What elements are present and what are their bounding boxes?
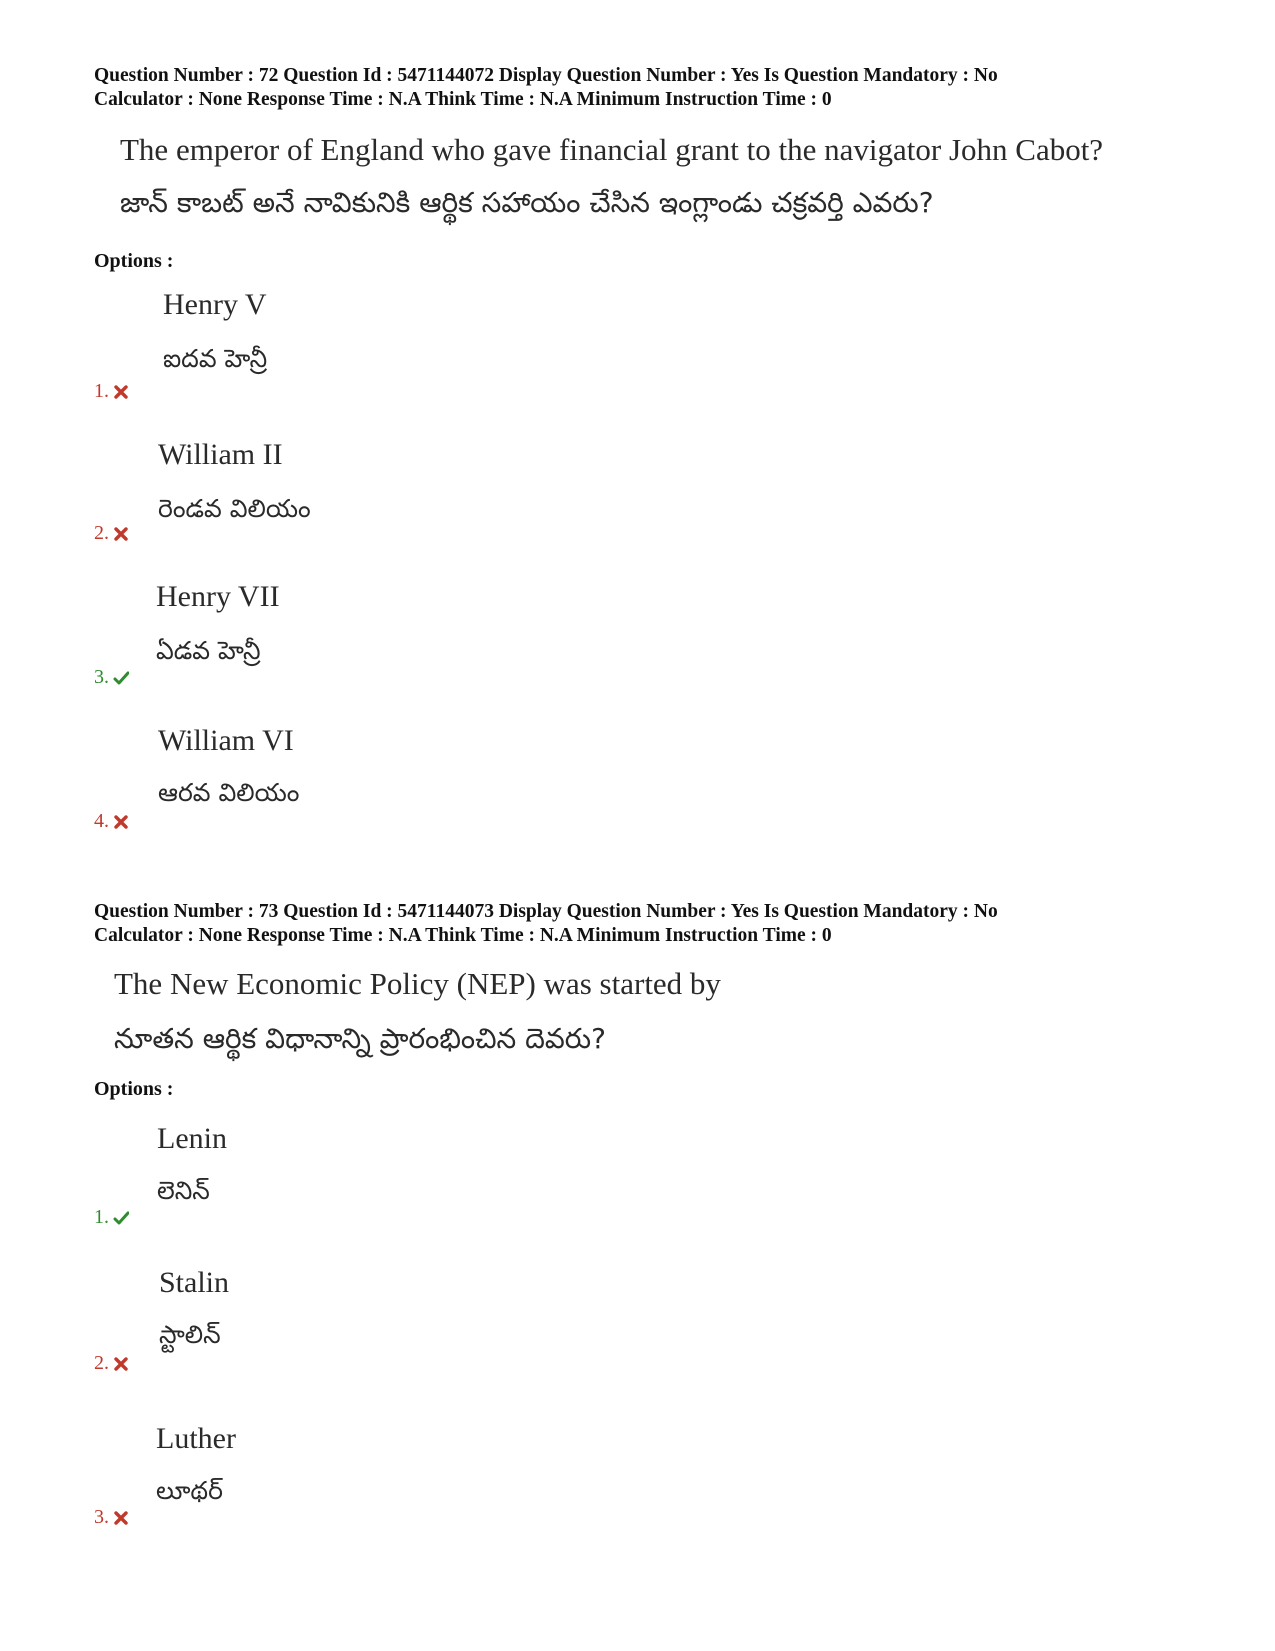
question-text-en: The New Economic Policy (NEP) was started by bbox=[114, 966, 721, 1001]
option-text-te: స్టాలిన్ bbox=[159, 1320, 221, 1349]
options-label: Options : bbox=[94, 1078, 174, 1100]
question-text-en: The emperor of England who gave financial grant to the navigator John Cabot? bbox=[120, 132, 1104, 167]
option-text-en: Luther bbox=[156, 1422, 236, 1455]
options-label: Options : bbox=[94, 250, 174, 272]
option-text-te: ఆరవ విలియం bbox=[158, 778, 300, 807]
option-num-label: 1. bbox=[94, 1206, 109, 1228]
option-text-en: Stalin bbox=[159, 1266, 230, 1299]
cross-icon bbox=[113, 526, 129, 542]
option-num-label: 3. bbox=[94, 1506, 109, 1528]
cross-icon bbox=[113, 1510, 129, 1526]
meta-line-2: Calculator : None Response Time : N.A Think Time : N.A Minimum Instruction Time : 0 bbox=[94, 925, 832, 946]
option-text-te: లెనిన్ bbox=[157, 1176, 210, 1205]
question-text-te: జాన్ కాబట్ అనే నావికునికి ఆర్థిక సహాయం చేసిన ఇంగ్లాండు చక్రవర్తి ఎవరు? bbox=[120, 186, 934, 219]
cross-icon bbox=[113, 1356, 129, 1372]
option-number bbox=[94, 666, 129, 689]
option-text-en: Lenin bbox=[157, 1122, 227, 1155]
option-text-te: లూథర్ bbox=[156, 1476, 223, 1505]
option-text-en: Henry VII bbox=[156, 580, 280, 613]
option-text-en: William VI bbox=[158, 724, 294, 757]
option-num-label: 2. bbox=[94, 1352, 109, 1374]
option-number bbox=[94, 810, 129, 833]
option-number bbox=[94, 1506, 129, 1529]
check-icon bbox=[113, 1210, 129, 1226]
option-num-label: 1. bbox=[94, 380, 109, 402]
option-number bbox=[94, 1206, 129, 1229]
option-num-label: 3. bbox=[94, 666, 109, 688]
cross-icon bbox=[113, 384, 129, 400]
option-text-te: ఐదవ హెన్రీ bbox=[163, 344, 268, 373]
meta-line-1: Question Number : 72 Question Id : 5471144072 Display Question Number : Yes Is Question Mandatory : No bbox=[94, 65, 998, 86]
option-num-label: 4. bbox=[94, 810, 109, 832]
question-meta bbox=[94, 900, 998, 948]
option-num-label: 2. bbox=[94, 522, 109, 544]
option-number bbox=[94, 1352, 129, 1375]
option-text-te: రెండవ విలియం bbox=[158, 494, 311, 523]
meta-line-2: Calculator : None Response Time : N.A Think Time : N.A Minimum Instruction Time : 0 bbox=[94, 89, 832, 110]
question-text-te: నూతన ఆర్థిక విధానాన్ని ప్రారంభించిన దెవరు? bbox=[114, 1022, 606, 1055]
option-text-te: ఏడవ హెన్రీ bbox=[156, 636, 261, 665]
check-icon bbox=[113, 670, 129, 686]
option-text-en: William II bbox=[158, 438, 283, 471]
option-text-en: Henry V bbox=[163, 288, 267, 321]
question-meta bbox=[94, 64, 998, 112]
option-number bbox=[94, 380, 129, 403]
cross-icon bbox=[113, 814, 129, 830]
meta-line-1: Question Number : 73 Question Id : 5471144073 Display Question Number : Yes Is Question Mandatory : No bbox=[94, 901, 998, 922]
option-number bbox=[94, 522, 129, 545]
